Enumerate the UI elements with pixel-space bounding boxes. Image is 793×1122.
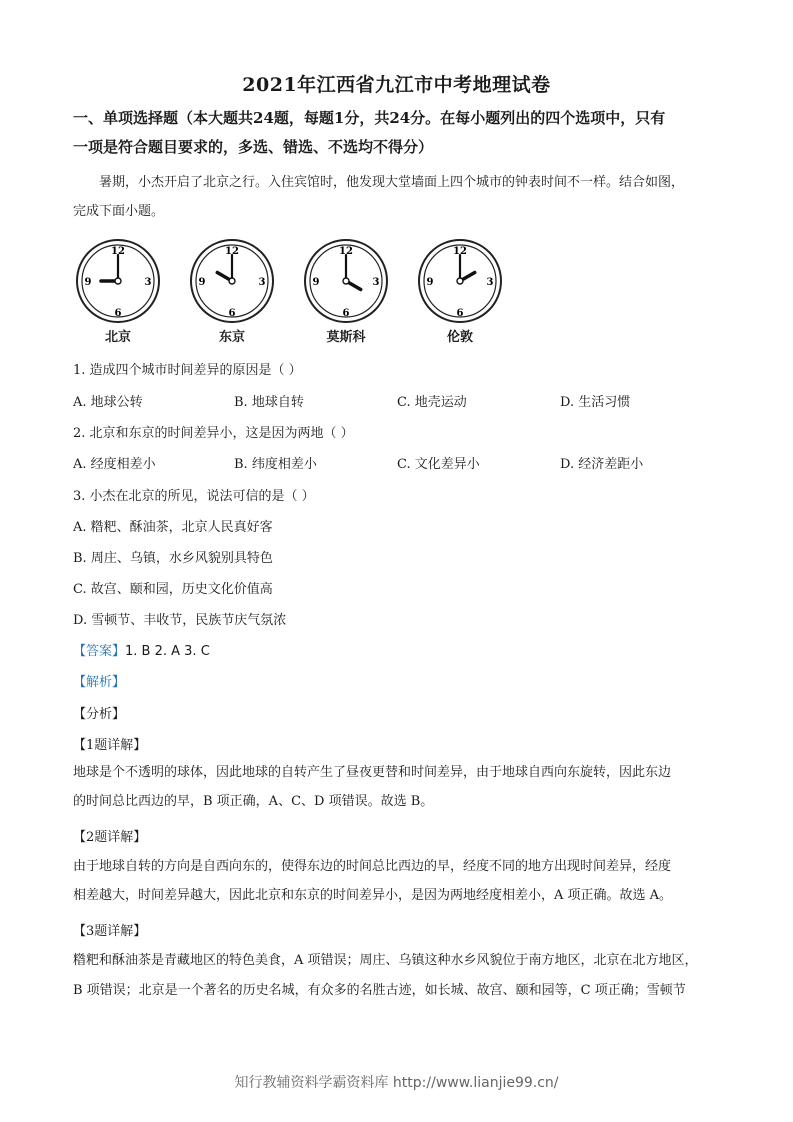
clock-number-3: 3 [372, 277, 380, 288]
clock-number-9: 9 [198, 277, 206, 288]
question-3-stem: 3. 小杰在北京的所见，说法可信的是（ ） [73, 489, 315, 504]
clock-number-9: 9 [312, 277, 320, 288]
clock-number-9: 9 [84, 277, 92, 288]
intro-line-2: 完成下面小题。 [73, 204, 165, 219]
clock-moscow [301, 236, 391, 348]
question-1-option-d: D. 生活习惯 [560, 395, 631, 410]
q1-explanation-line-2: 的时间总比西边的早，B 项正确，A、C、D 项错误。故选 B。 [73, 794, 434, 809]
clock-face-icon [415, 236, 505, 326]
page-title: 2021年江西省九江市中考地理试卷 [242, 74, 551, 96]
question-1-option-a: A. 地球公转 [73, 395, 143, 410]
clock-tokyo [187, 236, 277, 348]
q3-explanation-line-1: 糌粑和酥油茶是青藏地区的特色美食，A 项错误；周庄、乌镇这种水乡风貌位于南方地区，北京在北方地区， [73, 953, 698, 968]
clock-number-6: 6 [342, 308, 350, 319]
clock-number-9: 9 [426, 277, 434, 288]
clock-number-6: 6 [456, 308, 464, 319]
question-1-option-b: B. 地球自转 [234, 395, 304, 410]
answer-tag: 【答案】 [73, 644, 126, 659]
question-2-option-d: D. 经济差距小 [560, 457, 644, 472]
question-2-stem: 2. 北京和东京的时间差异小，这是因为两地（ ） [73, 426, 354, 441]
clock-figure [73, 236, 513, 348]
question-1-option-c: C. 地壳运动 [397, 395, 467, 410]
q1-explanation-heading: 【1题详解】 [73, 738, 147, 753]
q2-explanation-line-1: 由于地球自转的方向是自西向东的，使得东边的时间总比西边的早，经度不同的地方出现时间差异，经度 [73, 859, 672, 874]
clock-london [415, 236, 505, 348]
clock-city-label: 北京 [104, 330, 131, 345]
clock-number-6: 6 [114, 308, 122, 319]
analysis-fenxi-heading: 【分析】 [73, 707, 126, 722]
q1-explanation-line-1: 地球是个不透明的球体，因此地球的自转产生了昼夜更替和时间差异，由于地球自西向东旋转，因此东边 [73, 765, 672, 780]
q2-explanation-line-2: 相差越大，时间差异越大，因此北京和东京的时间差异小，是因为两地经度相差小，A 项正确。故选 A。 [73, 888, 673, 903]
clock-number-3: 3 [486, 277, 494, 288]
question-3-option-b: B. 周庄、乌镇，水乡风貌别具特色 [73, 551, 273, 566]
clock-number-12: 12 [339, 246, 353, 257]
clock-city-label: 伦敦 [446, 330, 473, 345]
question-2-options [73, 453, 723, 473]
q3-explanation-line-2: B 项错误；北京是一个著名的历史名城，有众多的名胜古迹，如长城、故宫、颐和园等，C 项正确；雪顿节 [73, 983, 686, 998]
clock-number-12: 12 [453, 246, 467, 257]
answer-line [73, 640, 210, 659]
question-2-option-c: C. 文化差异小 [397, 457, 480, 472]
clock-number-6: 6 [228, 308, 236, 319]
clock-city-label: 莫斯科 [326, 330, 366, 345]
question-3-option-c: C. 故宫、颐和园，历史文化价值高 [73, 582, 273, 597]
clock-number-3: 3 [258, 277, 266, 288]
answer-values: 1. B 2. A 3. C [125, 644, 210, 659]
clock-face-icon [73, 236, 163, 326]
clock-face-icon [301, 236, 391, 326]
clock-face-icon [187, 236, 277, 326]
q3-explanation-heading: 【3题详解】 [73, 924, 147, 939]
analysis-tag: 【解析】 [73, 675, 126, 690]
question-3-option-d: D. 雪顿节、丰收节，民族节庆气氛浓 [73, 613, 287, 628]
question-3-option-a: A. 糌粑、酥油茶，北京人民真好客 [73, 520, 273, 535]
section-heading-line-2: 一项是符合题目要求的，多选、错选、不选均不得分） [73, 138, 434, 156]
clock-beijing [73, 236, 163, 348]
clock-number-12: 12 [111, 246, 125, 257]
clock-number-3: 3 [144, 277, 152, 288]
intro-line-1: 暑期，小杰开启了北京之行。入住宾馆时，他发现大堂墙面上四个城市的钟表时间不一样。结合如图， [99, 175, 685, 190]
question-2-option-a: A. 经度相差小 [73, 457, 156, 472]
question-1-options [73, 391, 723, 411]
question-2-option-b: B. 纬度相差小 [234, 457, 317, 472]
question-1-stem: 1. 造成四个城市时间差异的原因是（ ） [73, 363, 302, 378]
q2-explanation-heading: 【2题详解】 [73, 830, 147, 845]
page-footer: 知行教辅资料学霸资料库 http://www.lianjie99.cn/ [234, 1075, 559, 1091]
clock-city-label: 东京 [218, 330, 245, 345]
section-heading-line-1: 一、单项选择题（本大题共24题，每题1分，共24分。在每小题列出的四个选项中，只有 [73, 109, 666, 127]
clock-number-12: 12 [225, 246, 239, 257]
